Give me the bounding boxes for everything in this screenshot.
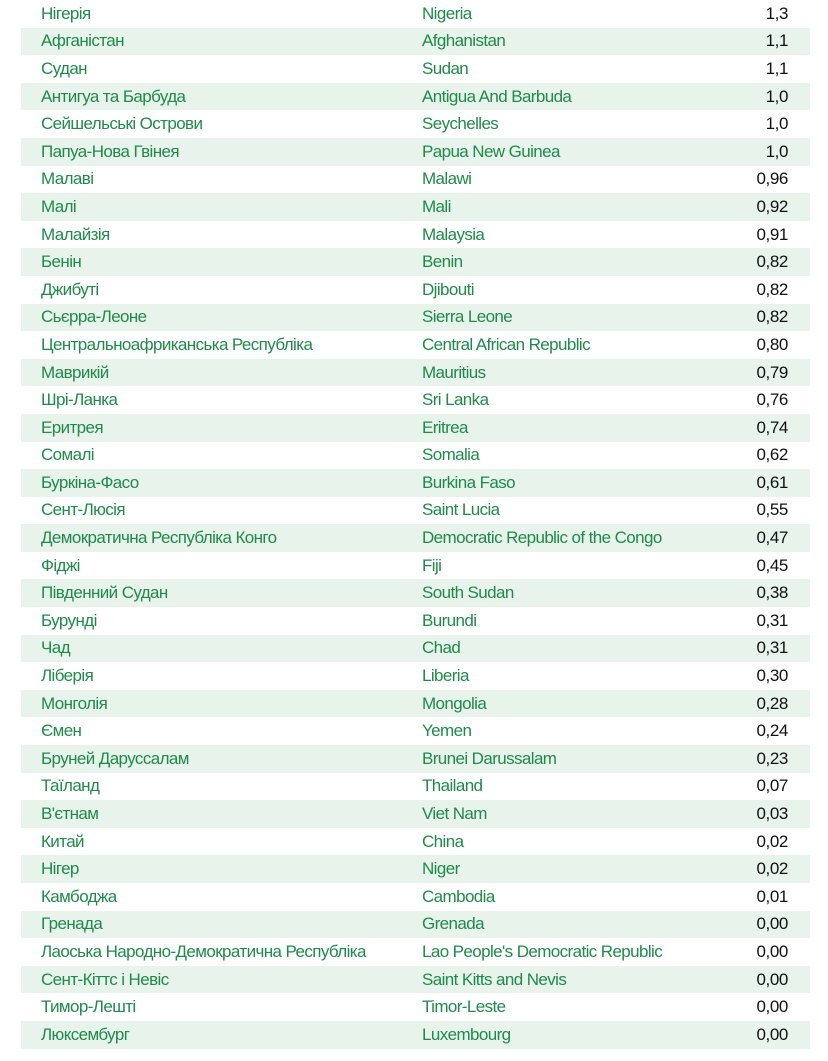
table-row [21, 607, 810, 635]
country-name-ukrainian: Монголія [41, 693, 108, 713]
country-name-ukrainian: Маврикій [41, 362, 109, 382]
country-name-ukrainian: Ємен [41, 721, 82, 741]
country-name-ukrainian: Сьєрра-Леоне [41, 307, 147, 327]
country-name-ukrainian: Буркіна-Фасо [41, 472, 139, 492]
table-row [21, 993, 810, 1021]
country-value: 0,00 [756, 997, 788, 1017]
country-name-english: Burkina Faso [422, 472, 515, 492]
country-name-ukrainian: Демократична Республіка Конго [41, 528, 277, 548]
country-name-ukrainian: Бенін [41, 252, 82, 272]
table-row [21, 276, 810, 304]
country-name-ukrainian: Бруней Даруссалам [41, 748, 189, 768]
country-name-english: Malaysia [422, 224, 485, 244]
country-value: 0,76 [756, 390, 788, 410]
table-row [21, 193, 810, 221]
country-name-ukrainian: Афганістан [41, 31, 124, 51]
table-row [21, 304, 810, 332]
country-name-ukrainian: Камбоджа [41, 886, 117, 906]
country-name-ukrainian: Гренада [41, 914, 103, 934]
country-name-ukrainian: Сомалі [41, 445, 94, 465]
country-name-ukrainian: Таїланд [41, 776, 100, 796]
country-value: 1,0 [765, 114, 788, 134]
country-name-english: Seychelles [422, 114, 499, 134]
country-name-english: Fiji [422, 555, 442, 575]
country-name-ukrainian: Малайзія [41, 224, 110, 244]
country-value: 0,03 [756, 804, 788, 824]
country-value: 0,80 [756, 334, 788, 354]
country-name-english: Niger [422, 859, 460, 879]
country-name-english: Viet Nam [422, 804, 487, 824]
country-value: 0,00 [756, 1024, 788, 1044]
country-value: 1,0 [765, 86, 788, 106]
country-name-english: Mongolia [422, 693, 487, 713]
country-name-english: Papua New Guinea [422, 141, 560, 161]
country-value: 0,01 [756, 886, 788, 906]
country-name-ukrainian: Малаві [41, 169, 94, 189]
table-row [21, 855, 810, 883]
table-row [21, 524, 810, 552]
table-row [21, 773, 810, 801]
table-row [21, 911, 810, 939]
table-row [21, 938, 810, 966]
country-value: 0,28 [756, 693, 788, 713]
table-row [21, 552, 810, 580]
country-value: 1,0 [765, 141, 788, 161]
country-name-english: Lao People's Democratic Republic [422, 941, 663, 961]
table-row [21, 717, 810, 745]
country-value: 0,62 [756, 445, 788, 465]
country-value: 0,96 [756, 169, 788, 189]
country-name-english: Cambodia [422, 886, 495, 906]
table-row [21, 1021, 810, 1049]
country-name-ukrainian: Тимор-Лешті [41, 997, 136, 1017]
country-name-english: Sierra Leone [422, 307, 513, 327]
country-name-ukrainian: Південний Судан [41, 583, 168, 603]
country-table [21, 0, 810, 1049]
country-value: 0,79 [756, 362, 788, 382]
country-value: 0,45 [756, 555, 788, 575]
country-name-ukrainian: Лаоська Народно-Демократична Республіка [41, 941, 366, 961]
country-value: 0,92 [756, 196, 788, 216]
country-name-english: Burundi [422, 610, 477, 630]
table-row [21, 883, 810, 911]
country-value: 0,31 [756, 638, 788, 658]
table-row [21, 386, 810, 414]
country-name-english: Afghanistan [422, 31, 506, 51]
country-name-ukrainian: Китай [41, 831, 84, 851]
country-name-english: Mali [422, 196, 451, 216]
table-row [21, 828, 810, 856]
table-row [21, 138, 810, 166]
table-row [21, 248, 810, 276]
country-value: 1,3 [765, 3, 788, 23]
country-name-english: China [422, 831, 464, 851]
country-value: 0,74 [756, 417, 788, 437]
country-value: 0,82 [756, 307, 788, 327]
country-name-ukrainian: Джибуті [41, 279, 99, 299]
country-name-english: Democratic Republic of the Congo [422, 528, 662, 548]
table-row [21, 166, 810, 194]
table-row [21, 55, 810, 83]
country-value: 0,00 [756, 941, 788, 961]
country-name-ukrainian: Еритрея [41, 417, 103, 437]
country-value: 0,38 [756, 583, 788, 603]
table-row [21, 359, 810, 387]
country-name-english: Sri Lanka [422, 390, 489, 410]
country-name-english: Thailand [422, 776, 483, 796]
country-value: 0,07 [756, 776, 788, 796]
country-value: 0,82 [756, 252, 788, 272]
country-name-ukrainian: Фіджі [41, 555, 80, 575]
country-name-english: Central African Republic [422, 334, 590, 354]
country-name-english: Timor-Leste [422, 997, 506, 1017]
table-row [21, 28, 810, 56]
table-row [21, 635, 810, 663]
country-name-english: Grenada [422, 914, 484, 934]
country-name-ukrainian: Малі [41, 196, 77, 216]
country-name-english: Luxembourg [422, 1024, 511, 1044]
country-name-ukrainian: Нігерія [41, 3, 91, 23]
country-value: 0,24 [756, 721, 788, 741]
country-value: 0,00 [756, 914, 788, 934]
country-value: 0,47 [756, 528, 788, 548]
country-value: 0,00 [756, 969, 788, 989]
country-name-ukrainian: Сент-Кіттс і Невіс [41, 969, 169, 989]
table-row [21, 800, 810, 828]
table-row [21, 221, 810, 249]
country-name-english: Brunei Darussalam [422, 748, 557, 768]
table-row [21, 83, 810, 111]
country-name-ukrainian: Ліберія [41, 666, 94, 686]
country-value: 0,02 [756, 831, 788, 851]
country-name-ukrainian: Центральноафриканська Республіка [41, 334, 313, 354]
country-name-english: Sudan [422, 58, 469, 78]
country-name-english: Chad [422, 638, 461, 658]
country-name-english: Nigeria [422, 3, 472, 23]
country-name-english: Eritrea [422, 417, 468, 437]
country-name-english: Yemen [422, 721, 472, 741]
country-name-ukrainian: В'єтнам [41, 804, 99, 824]
country-name-ukrainian: Антигуа та Барбуда [41, 86, 186, 106]
table-row [21, 745, 810, 773]
country-value: 0,23 [756, 748, 788, 768]
country-name-english: Saint Kitts and Nevis [422, 969, 567, 989]
country-value: 0,31 [756, 610, 788, 630]
country-value: 0,91 [756, 224, 788, 244]
country-value: 0,55 [756, 500, 788, 520]
country-name-ukrainian: Папуа-Нова Гвінея [41, 141, 179, 161]
country-value: 1,1 [765, 31, 788, 51]
table-row [21, 414, 810, 442]
country-name-ukrainian: Судан [41, 58, 87, 78]
country-name-english: Liberia [422, 666, 469, 686]
country-name-english: South Sudan [422, 583, 514, 603]
country-name-english: Saint Lucia [422, 500, 500, 520]
table-row [21, 579, 810, 607]
country-name-ukrainian: Нігер [41, 859, 79, 879]
table-row [21, 469, 810, 497]
country-name-english: Somalia [422, 445, 480, 465]
table-row [21, 442, 810, 470]
country-name-ukrainian: Сент-Люсія [41, 500, 125, 520]
country-value: 0,61 [756, 472, 788, 492]
table-row [21, 662, 810, 690]
country-name-ukrainian: Сейшельські Острови [41, 114, 203, 134]
country-value: 1,1 [765, 58, 788, 78]
country-name-ukrainian: Чад [41, 638, 70, 658]
country-name-english: Djibouti [422, 279, 474, 299]
country-value: 0,82 [756, 279, 788, 299]
country-value: 0,30 [756, 666, 788, 686]
table-row [21, 110, 810, 138]
country-name-english: Mauritius [422, 362, 486, 382]
table-row [21, 331, 810, 359]
country-name-english: Benin [422, 252, 463, 272]
table-row [21, 690, 810, 718]
country-name-ukrainian: Люксембург [41, 1024, 130, 1044]
country-value: 0,02 [756, 859, 788, 879]
country-name-english: Antigua And Barbuda [422, 86, 572, 106]
table-row [21, 497, 810, 525]
country-name-english: Malawi [422, 169, 472, 189]
country-name-ukrainian: Бурунді [41, 610, 97, 630]
table-row [21, 966, 810, 994]
country-name-ukrainian: Шрі-Ланка [41, 390, 118, 410]
table-row [21, 0, 810, 28]
